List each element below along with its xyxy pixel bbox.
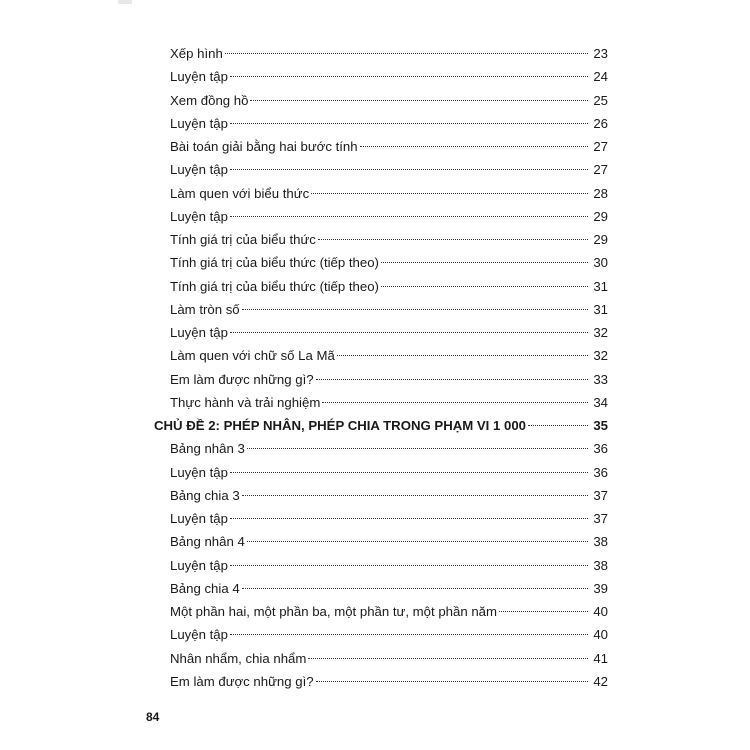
dot-leader [308, 658, 588, 659]
toc-entry-page: 31 [593, 301, 608, 317]
toc-entry-title: Bảng chia 3 [170, 487, 240, 503]
dot-leader [247, 541, 588, 542]
dot-leader [316, 379, 588, 380]
toc-entry-page: 42 [593, 673, 608, 689]
toc-entry-title: Bảng nhân 3 [170, 441, 245, 457]
toc-entry-title: Làm quen với chữ số La Mã [170, 348, 335, 364]
toc-entry [152, 507, 608, 530]
toc-entry [152, 647, 608, 670]
toc-entry-page: 37 [593, 487, 608, 503]
toc-entry [152, 577, 608, 600]
toc-entry-title: CHỦ ĐỀ 2: PHÉP NHÂN, PHÉP CHIA TRONG PHẠM VI 1 000 [154, 418, 527, 433]
toc-entry [152, 461, 608, 484]
toc-entry [152, 368, 608, 391]
toc-entry [152, 251, 608, 274]
dot-leader [225, 53, 588, 54]
dot-leader [250, 100, 588, 101]
dot-leader [242, 588, 588, 589]
dot-leader [247, 448, 588, 449]
toc-entry-page: 26 [593, 115, 608, 131]
dot-leader [381, 262, 588, 263]
toc-entry-title: Bài toán giải bằng hai bước tính [170, 139, 358, 154]
page-number: 84 [146, 710, 160, 724]
toc-entry-title: Luyện tập [170, 208, 228, 224]
toc-entry-title: Tính giá trị của biểu thức (tiếp theo) [170, 278, 379, 294]
toc-entry-title: Tính giá trị của biểu thức [170, 232, 316, 247]
dot-leader [322, 402, 588, 403]
toc-chapter-heading [152, 414, 608, 437]
toc-entry-page: 36 [593, 464, 608, 480]
toc-entry [152, 275, 608, 298]
dot-leader [230, 634, 588, 635]
toc-entry [152, 600, 608, 623]
toc-entry [152, 437, 608, 460]
toc-entry-page: 24 [593, 69, 608, 85]
toc-entry-page: 32 [593, 348, 608, 364]
toc-entry-title: Luyện tập [170, 325, 228, 340]
toc-entry [152, 530, 608, 553]
toc-entry [152, 112, 608, 135]
toc-entry-page: 34 [593, 394, 608, 410]
toc-entry-page: 29 [593, 208, 608, 224]
toc-entry [152, 158, 608, 181]
toc-entry-title: Nhân nhẩm, chia nhẩm [170, 650, 307, 666]
toc-entry [152, 484, 608, 507]
toc-entry [152, 321, 608, 344]
dot-leader [381, 286, 588, 287]
toc-entry-title: Luyện tập [170, 69, 228, 85]
dot-leader [528, 425, 588, 426]
toc-entry-title: Luyện tập [170, 162, 228, 178]
toc-entry-title: Em làm được những gì? [170, 371, 314, 387]
toc-entry [152, 670, 608, 693]
toc-entry-title: Xem đồng hồ [170, 92, 249, 108]
dot-leader [316, 681, 588, 682]
toc-entry-title: Làm tròn số [170, 301, 240, 317]
toc-entry [152, 205, 608, 228]
toc-entry [152, 228, 608, 251]
toc-entry [152, 344, 608, 367]
dot-leader [337, 355, 588, 356]
toc-entry-title: Một phần hai, một phần ba, một phần tư, một phần năm [170, 604, 497, 619]
toc-entry-page: 27 [593, 162, 608, 178]
table-of-contents [152, 42, 608, 693]
toc-entry-page: 28 [593, 185, 608, 201]
dot-leader [230, 565, 588, 566]
toc-entry [152, 135, 608, 158]
scan-mark [118, 0, 132, 4]
toc-entry-page: 33 [593, 371, 608, 387]
toc-entry-title: Luyện tập [170, 464, 228, 480]
dot-leader [230, 518, 588, 519]
dot-leader [242, 495, 588, 496]
dot-leader [499, 611, 588, 612]
dot-leader [318, 239, 588, 240]
dot-leader [311, 193, 588, 194]
dot-leader [230, 216, 588, 217]
toc-entry-title: Tính giá trị của biểu thức (tiếp theo) [170, 255, 379, 271]
dot-leader [230, 332, 588, 333]
toc-entry-page: 39 [593, 580, 608, 596]
toc-entry-page: 38 [593, 534, 608, 550]
toc-entry-title: Luyện tập [170, 511, 228, 526]
toc-entry-page: 31 [593, 278, 608, 294]
toc-entry-title: Luyện tập [170, 557, 228, 573]
toc-entry-title: Thực hành và trải nghiệm [170, 394, 321, 410]
dot-leader [360, 146, 588, 147]
toc-entry-page: 40 [593, 627, 608, 643]
toc-entry [152, 623, 608, 646]
toc-entry-page: 35 [593, 418, 608, 433]
toc-entry [152, 554, 608, 577]
dot-leader [230, 76, 588, 77]
toc-entry [152, 42, 608, 65]
toc-entry-page: 40 [593, 604, 608, 619]
toc-entry [152, 298, 608, 321]
toc-entry-title: Luyện tập [170, 115, 228, 131]
toc-entry-page: 30 [593, 255, 608, 271]
toc-entry-page: 38 [593, 557, 608, 573]
toc-entry-page: 23 [593, 46, 608, 61]
toc-entry-page: 27 [593, 139, 608, 154]
dot-leader [230, 169, 588, 170]
toc-entry [152, 89, 608, 112]
toc-entry [152, 182, 608, 205]
toc-entry-title: Bảng chia 4 [170, 580, 240, 596]
toc-entry-title: Em làm được những gì? [170, 673, 314, 689]
toc-entry-title: Làm quen với biểu thức [170, 185, 310, 201]
toc-entry-title: Xếp hình [170, 46, 223, 61]
toc-entry [152, 65, 608, 88]
toc-entry-page: 41 [593, 650, 608, 666]
toc-entry-page: 29 [593, 232, 608, 247]
toc-entry-title: Bảng nhân 4 [170, 534, 245, 550]
toc-entry-page: 25 [593, 92, 608, 108]
toc-entry-page: 32 [593, 325, 608, 340]
toc-entry [152, 391, 608, 414]
dot-leader [230, 472, 588, 473]
toc-entry-page: 36 [593, 441, 608, 457]
toc-entry-page: 37 [593, 511, 608, 526]
toc-entry-title: Luyện tập [170, 627, 228, 643]
dot-leader [242, 309, 588, 310]
dot-leader [230, 123, 588, 124]
